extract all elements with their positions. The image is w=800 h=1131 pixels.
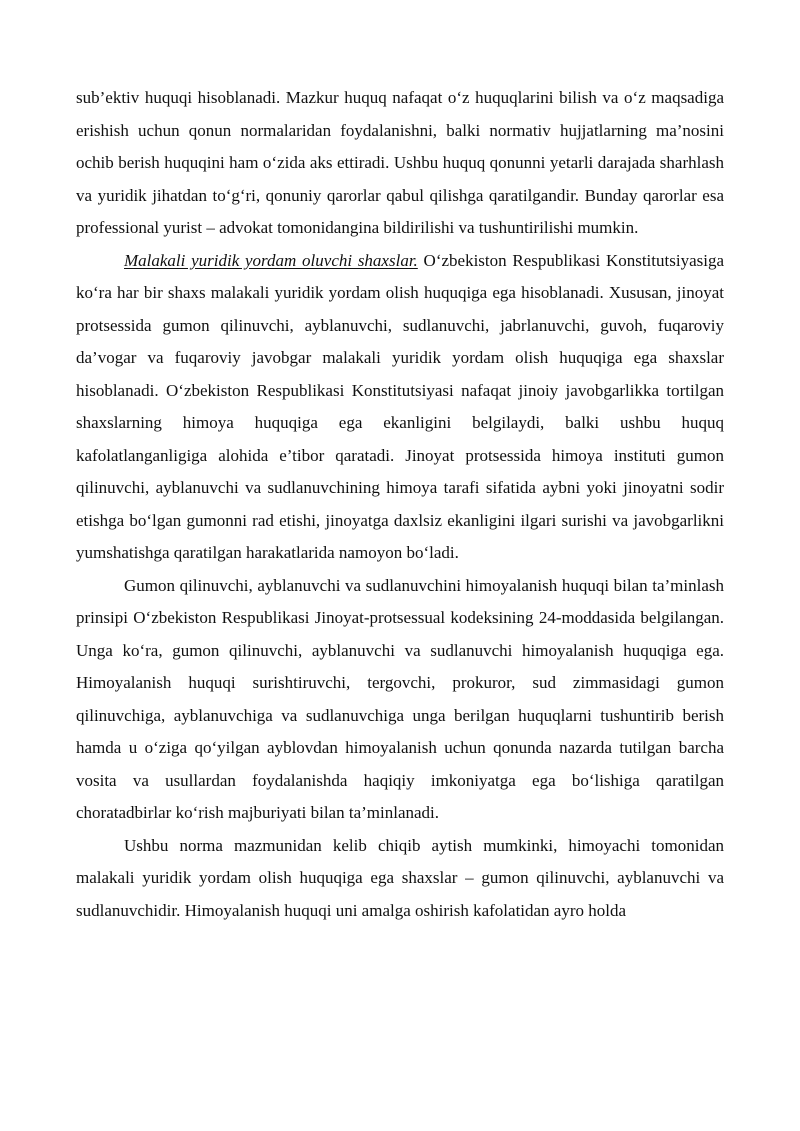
section-term-heading: Malakali yuridik yordam oluvchi shaxslar.	[124, 250, 418, 270]
paragraph-norm-content: Ushbu norma mazmunidan kelib chiqib aytish mumkinki, himoyachi tomonidan malakali yuridik yordam olish huquqiga ega shaxslar – gumon qilinuvchi, ayblanuvchi va sudlanuvchidir. Himoyalanish huquqi uni amalga oshirish kafolatidan ayro holda	[76, 835, 724, 920]
paragraph-qualified-legal-aid	[76, 245, 724, 570]
paragraph-defense-principle: Gumon qilinuvchi, ayblanuvchi va sudlanuvchini himoyalanish huquqi bilan ta’minlash prinsipi O‘zbekiston Respublikasi Jinoyat-protsessual kodeksining 24-moddasida belgilangan. Unga ko‘ra, gumon qilinuvchi, ayblanuvchi va sudlanuvchi himoyalanish huquqiga ega. Himoyalanish huquqi surishtiruvchi, tergovchi, prokuror, sud zimmasidagi gumon qilinuvchiga, ayblanuvchiga va sudlanuvchiga unga berilgan huquqlarni tushuntirib berish hamda u o‘ziga qo‘yilgan ayblovdan himoyalanish uchun qonunda nazarda tutilgan barcha vosita va usullardan foydalanishda haqiqiy imkoniyatga ega bo‘lishiga qaratilgan choratadbirlar ko‘rish majburiyati bilan ta’minlanadi.	[76, 575, 724, 822]
paragraph-body: O‘zbekiston Respublikasi Konstitutsiyasiga ko‘ra har bir shaxs malakali yuridik yordam olish huquqiga ega hisoblanadi. Xususan, jinoyat protsessida gumon qilinuvchi, ayblanuvchi, sudlanuvchi, jabrlanuvchi, guvoh, fuqaroviy da’vogar va fuqaroviy javobgar malakali yuridik yordam olish huquqiga ega shaxslar hisoblanadi. O‘zbekiston Respublikasi Konstitutsiyasi nafaqat jinoiy javobgarlikka tortilgan shaxslarning himoya huquqiga ega ekanligini belgilaydi, balki ushbu huquq kafolatlanganligiga alohida e’tibor qaratadi. Jinoyat protsessida himoya instituti gumon qilinuvchi, ayblanuvchi va sudlanuvchining himoya tarafi sifatida aybni yoki jinoyatni sodir etishga bo‘lgan gumonni rad etishi, jinoyatga daxlsiz ekanligini ilgari surishi va javobgarlikni yumshatishga qaratilgan harakatlarida namoyon bo‘ladi.	[76, 250, 724, 562]
paragraph-continuation: sub’ektiv huquqi hisoblanadi. Mazkur huquq nafaqat o‘z huquqlarini bilish va o‘z maqsadiga erishish uchun qonun normalaridan foydalanishni, balki normativ hujjatlarning ma’nosini ochib berish huquqini ham o‘zida aks ettiradi. Ushbu huquq qonunni yetarli darajada sharhlash va yuridik jihatdan to‘g‘ri, qonuniy qarorlar qabul qilishga qaratilgandir. Bunday qarorlar esa professional yurist – advokat tomonidangina bildirilishi va tushuntirilishi mumkin.	[76, 88, 724, 237]
document-page	[76, 82, 724, 927]
